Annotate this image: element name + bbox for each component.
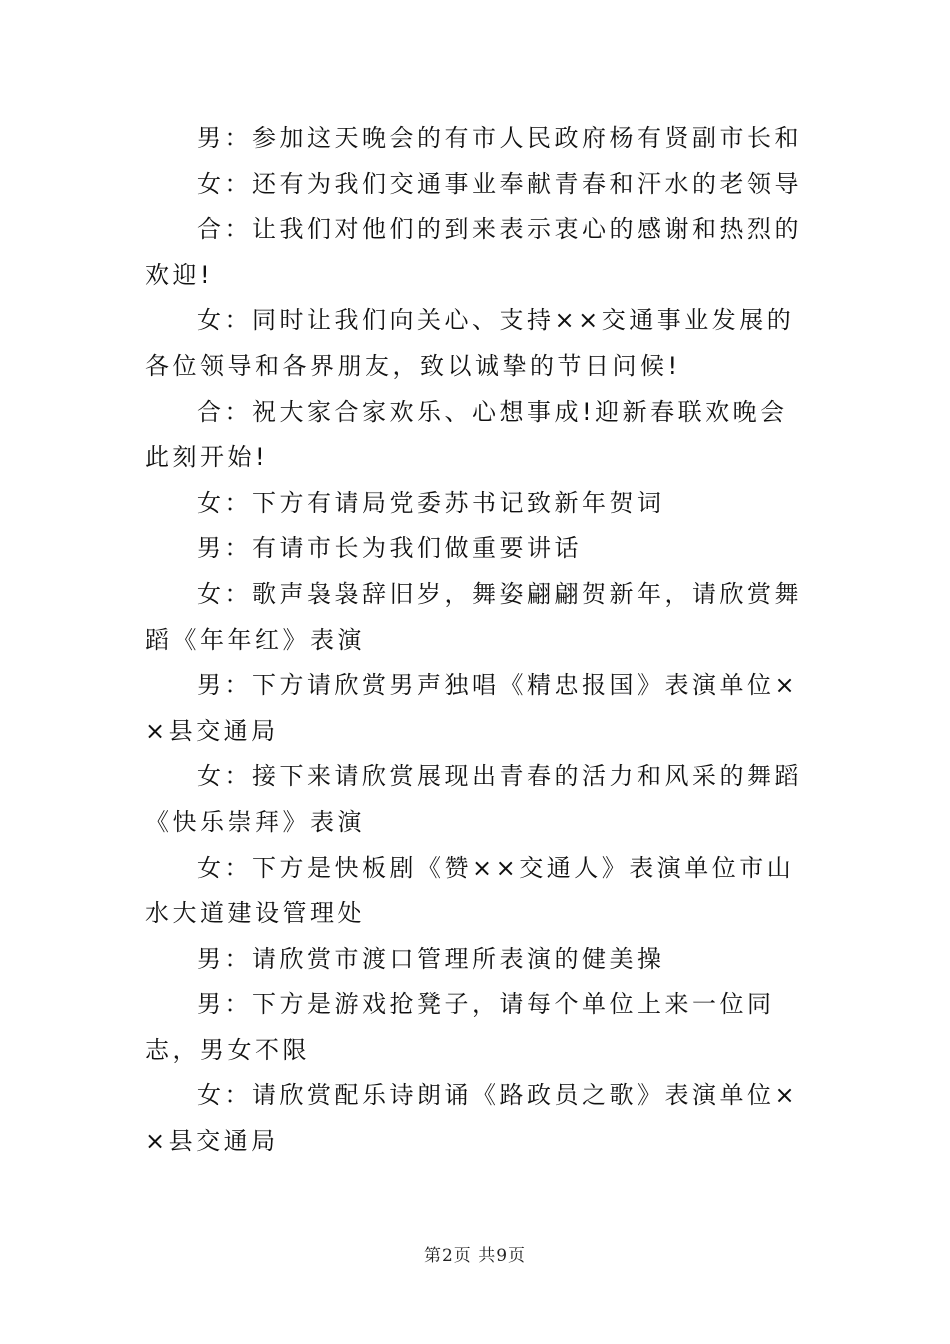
script-body bbox=[145, 116, 810, 1165]
script-line: 女：接下来请欣赏展现出青春的活力和风采的舞蹈《快乐崇拜》表演 bbox=[145, 762, 802, 836]
script-line: 合：祝大家合家欢乐、心想事成!迎新春联欢晚会此刻开始! bbox=[145, 397, 788, 472]
script-line: 女：请欣赏配乐诗朗诵《路政员之歌》表演单位××县交通局 bbox=[145, 1081, 799, 1156]
page-number-footer: 第2页 共9页 bbox=[423, 1246, 527, 1266]
script-line: 女：歌声袅袅辞旧岁，舞姿翩翩贺新年，请欣赏舞蹈《年年红》表演 bbox=[145, 579, 802, 654]
script-line: 女：下方是快板剧《赞××交通人》表演单位市山水大道建设管理处 bbox=[145, 853, 795, 928]
script-line: 男：下方是游戏抢凳子，请每个单位上来一位同志，男女不限 bbox=[145, 990, 775, 1064]
script-line: 女：还有为我们交通事业奉献青春和汗水的老领导 bbox=[197, 169, 802, 198]
script-line: 男：参加这天晚会的有市人民政府杨有贤副市长和 bbox=[197, 124, 802, 152]
script-line: 女：同时让我们向关心、支持××交通事业发展的各位领导和各界朋友，致以诚挚的节日问候! bbox=[145, 306, 795, 380]
script-line: 女：下方有请局党委苏书记致新年贺词 bbox=[197, 488, 665, 517]
script-line: 男：下方请欣赏男声独唱《精忠报国》表演单位××县交通局 bbox=[145, 671, 799, 745]
script-line: 男：有请市长为我们做重要讲话 bbox=[197, 534, 582, 563]
script-line: 合：让我们对他们的到来表示衷心的感谢和热烈的欢迎! bbox=[145, 215, 802, 289]
script-line: 男：请欣赏市渡口管理所表演的健美操 bbox=[197, 944, 665, 973]
